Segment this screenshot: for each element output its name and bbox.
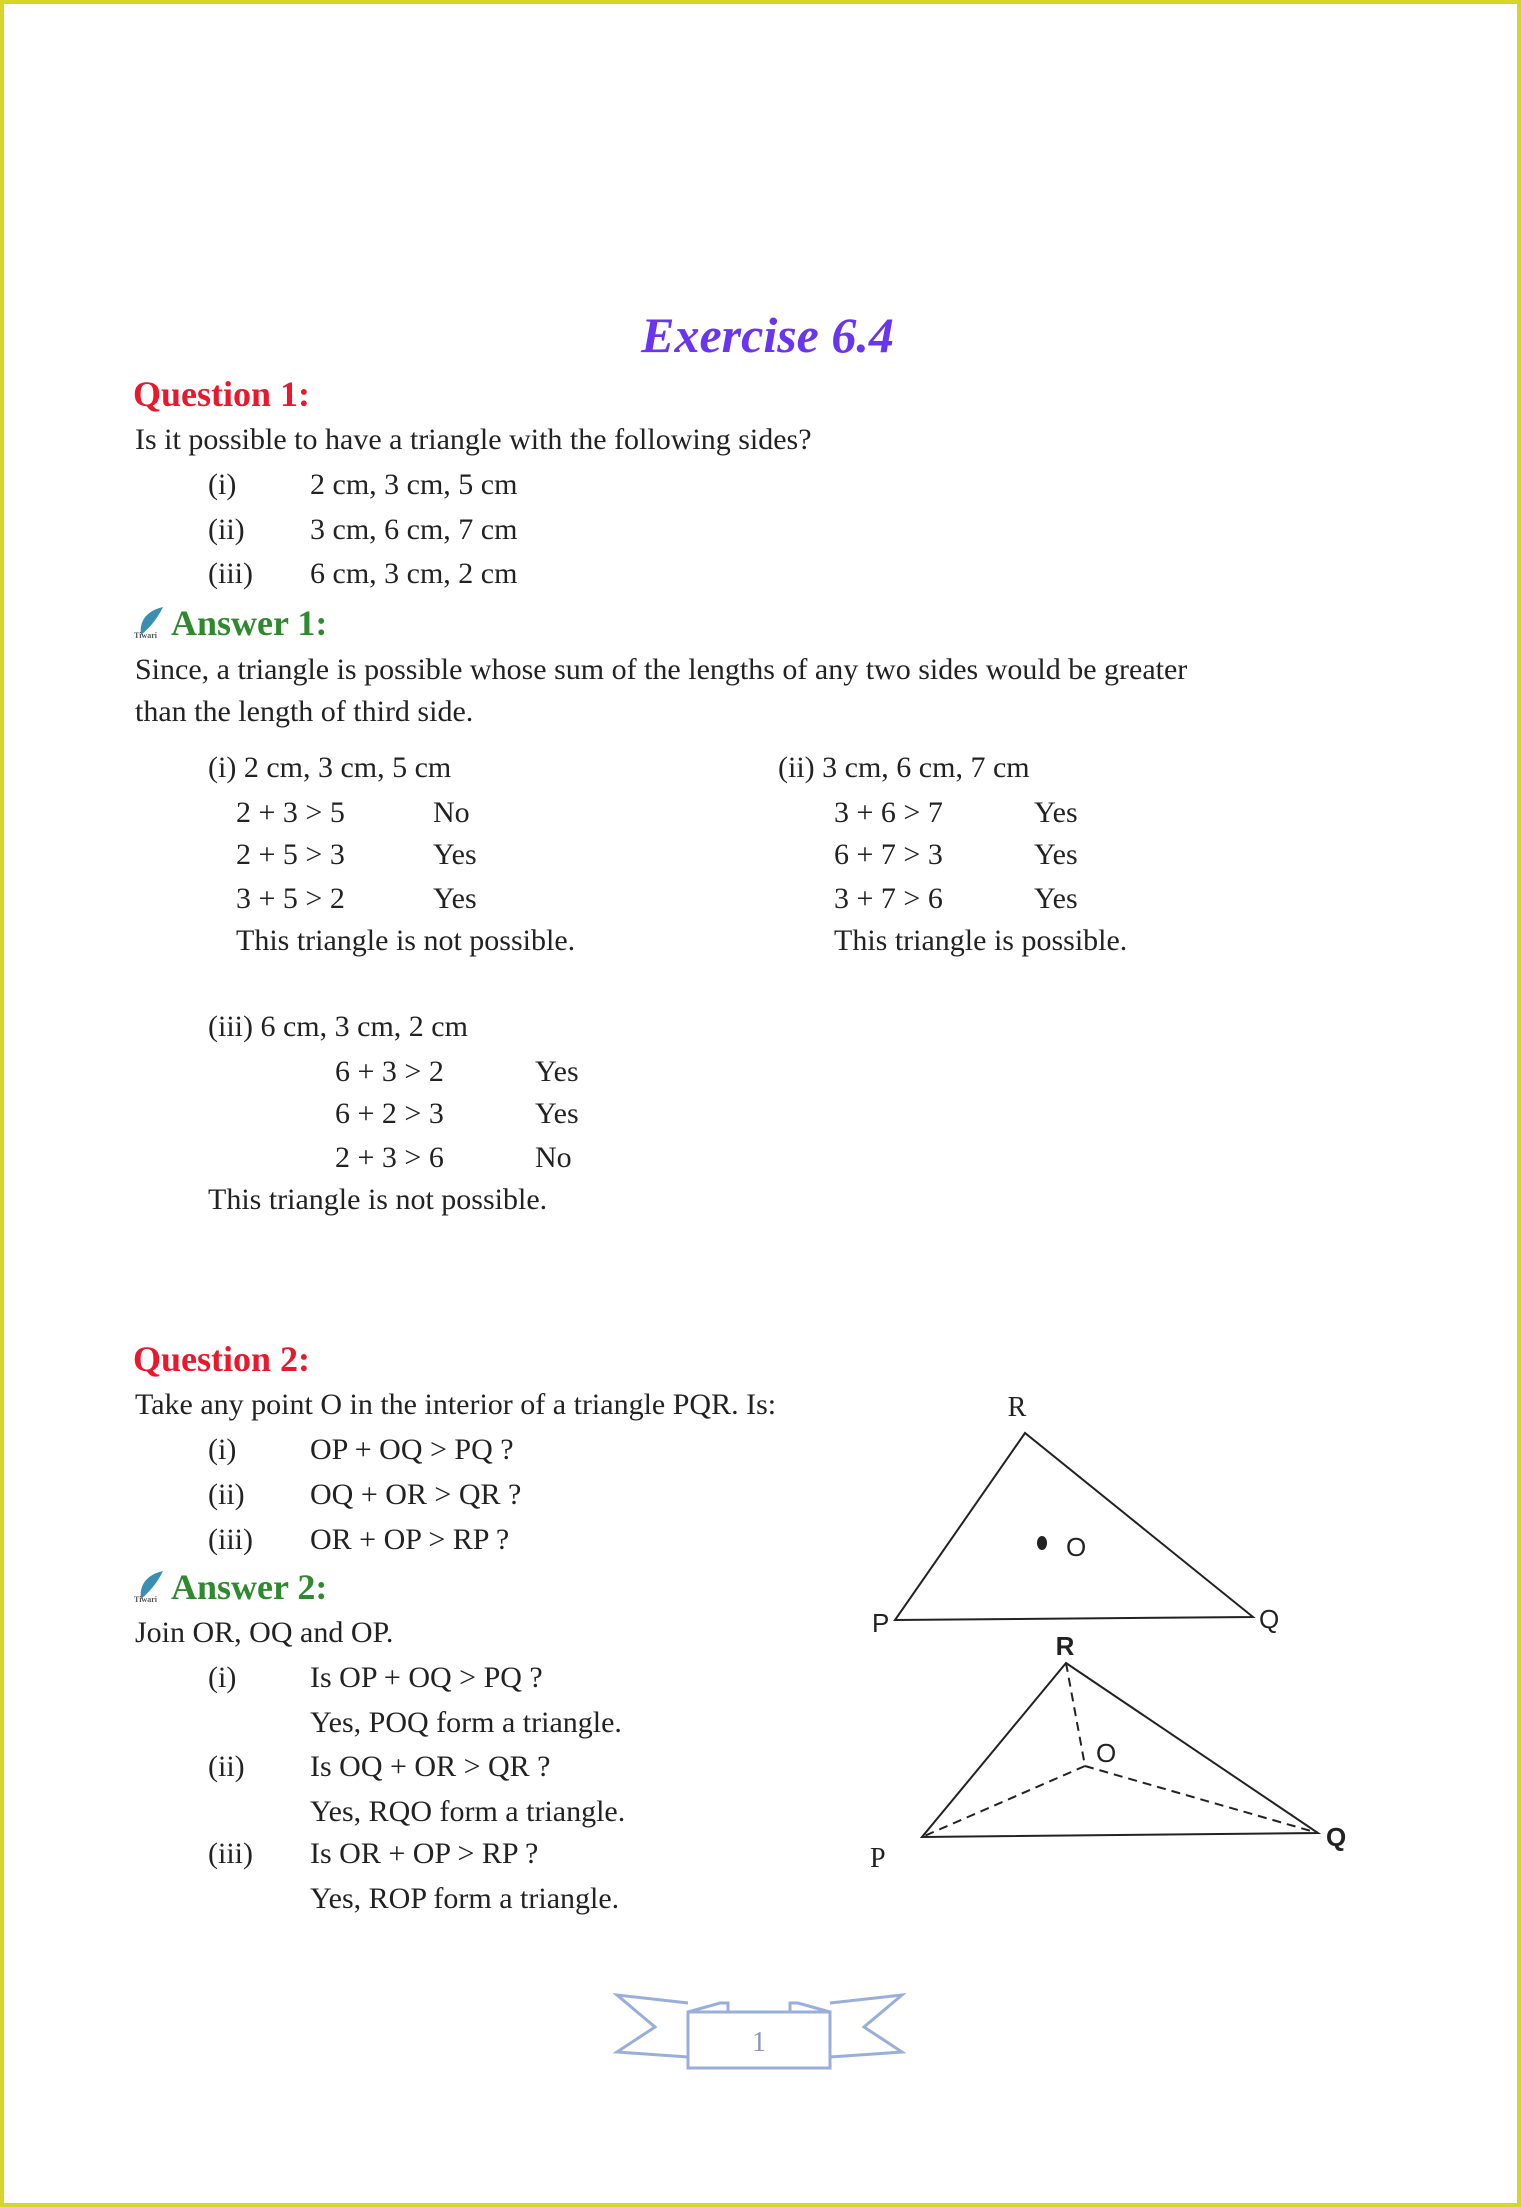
case-result: This triangle is not possible. — [208, 1183, 548, 1216]
a2-item-num: (iii) — [208, 1837, 253, 1870]
case-verdict: Yes — [433, 838, 477, 871]
vertex-label-r: R — [1007, 1392, 1027, 1423]
q2-item-num: (ii) — [208, 1478, 245, 1511]
q1-item-value: 6 cm, 3 cm, 2 cm — [310, 557, 518, 590]
svg-text:Tiwari: Tiwari — [134, 631, 157, 639]
a2-item-answer: Yes, POQ form a triangle. — [310, 1706, 622, 1739]
case-heading: (ii) 3 cm, 6 cm, 7 cm — [778, 751, 1030, 784]
question-2-heading: Question 2: — [133, 1339, 311, 1379]
case-inequality: 6 + 7 > 3 — [834, 838, 943, 871]
q1-item-num: (i) — [208, 468, 237, 501]
case-verdict: Yes — [535, 1055, 579, 1088]
case-inequality: 3 + 7 > 6 — [834, 882, 943, 915]
point-o — [1037, 1536, 1047, 1550]
vertex-label-q: Q — [1259, 1604, 1280, 1634]
triangle-pqr-with-point-o — [872, 1392, 1279, 1638]
answer-1-intro: Since, a triangle is possible whose sum of the lengths of any two sides would be greater — [135, 653, 1188, 686]
case-verdict: No — [535, 1141, 572, 1174]
case-inequality: 3 + 5 > 2 — [236, 882, 345, 915]
q1-item-value: 3 cm, 6 cm, 7 cm — [310, 513, 518, 546]
point-label-o: O — [1096, 1738, 1117, 1768]
case-verdict: No — [433, 796, 470, 829]
a2-item-num: (i) — [208, 1661, 237, 1694]
answer-2-intro: Join OR, OQ and OP. — [135, 1616, 394, 1649]
case-inequality: 3 + 6 > 7 — [834, 796, 943, 829]
q2-item-num: (iii) — [208, 1523, 253, 1556]
triangle-pqr-joined — [870, 1631, 1346, 1874]
case-result: This triangle is not possible. — [236, 924, 576, 957]
answer-2-label: Answer 2: — [171, 1567, 328, 1607]
case-verdict: Yes — [1034, 796, 1078, 829]
q2-item-num: (i) — [208, 1433, 237, 1466]
case-verdict: Yes — [535, 1097, 579, 1130]
case-heading: (i) 2 cm, 3 cm, 5 cm — [208, 751, 452, 784]
a2-item-question: Is OR + OP > RP ? — [310, 1837, 539, 1870]
case-inequality: 2 + 3 > 6 — [335, 1141, 444, 1174]
q1-item-value: 2 cm, 3 cm, 5 cm — [310, 468, 518, 501]
case-verdict: Yes — [1034, 838, 1078, 871]
exercise-title: Exercise 6.4 — [641, 307, 894, 363]
vertex-label-r: R — [1055, 1631, 1075, 1661]
case-inequality: 6 + 3 > 2 — [335, 1055, 444, 1088]
case-verdict: Yes — [433, 882, 477, 915]
answer-1-label: Answer 1: — [171, 603, 328, 643]
q2-item-value: OP + OQ > PQ ? — [310, 1433, 514, 1466]
case-heading: (iii) 6 cm, 3 cm, 2 cm — [208, 1010, 468, 1043]
q1-item-num: (ii) — [208, 513, 245, 546]
case-inequality: 6 + 2 > 3 — [335, 1097, 444, 1130]
case-inequality: 2 + 5 > 3 — [236, 838, 345, 871]
question-1-text: Is it possible to have a triangle with the following sides? — [135, 423, 812, 456]
point-label-o: O — [1066, 1532, 1087, 1562]
vertex-label-q: Q — [1326, 1822, 1347, 1852]
a2-item-answer: Yes, ROP form a triangle. — [310, 1882, 620, 1915]
q1-item-num: (iii) — [208, 557, 253, 590]
a2-item-num: (ii) — [208, 1750, 245, 1783]
vertex-label-p: P — [870, 1843, 886, 1874]
vertex-label-p: P — [872, 1608, 890, 1638]
page-number-ribbon — [617, 1995, 902, 2068]
a2-item-answer: Yes, RQO form a triangle. — [310, 1795, 626, 1828]
case-verdict: Yes — [1034, 882, 1078, 915]
q2-item-value: OQ + OR > QR ? — [310, 1478, 522, 1511]
question-2-text: Take any point O in the interior of a triangle PQR. Is: — [135, 1388, 777, 1421]
question-1-heading: Question 1: — [133, 374, 311, 414]
q2-item-value: OR + OP > RP ? — [310, 1523, 510, 1556]
a2-item-question: Is OP + OQ > PQ ? — [310, 1661, 543, 1694]
page-number: 1 — [752, 2027, 766, 2058]
answer-1-intro: than the length of third side. — [135, 695, 474, 728]
svg-text:Tiwari: Tiwari — [134, 1595, 157, 1603]
case-inequality: 2 + 3 > 5 — [236, 796, 345, 829]
case-result: This triangle is possible. — [834, 924, 1128, 957]
a2-item-question: Is OQ + OR > QR ? — [310, 1750, 551, 1783]
